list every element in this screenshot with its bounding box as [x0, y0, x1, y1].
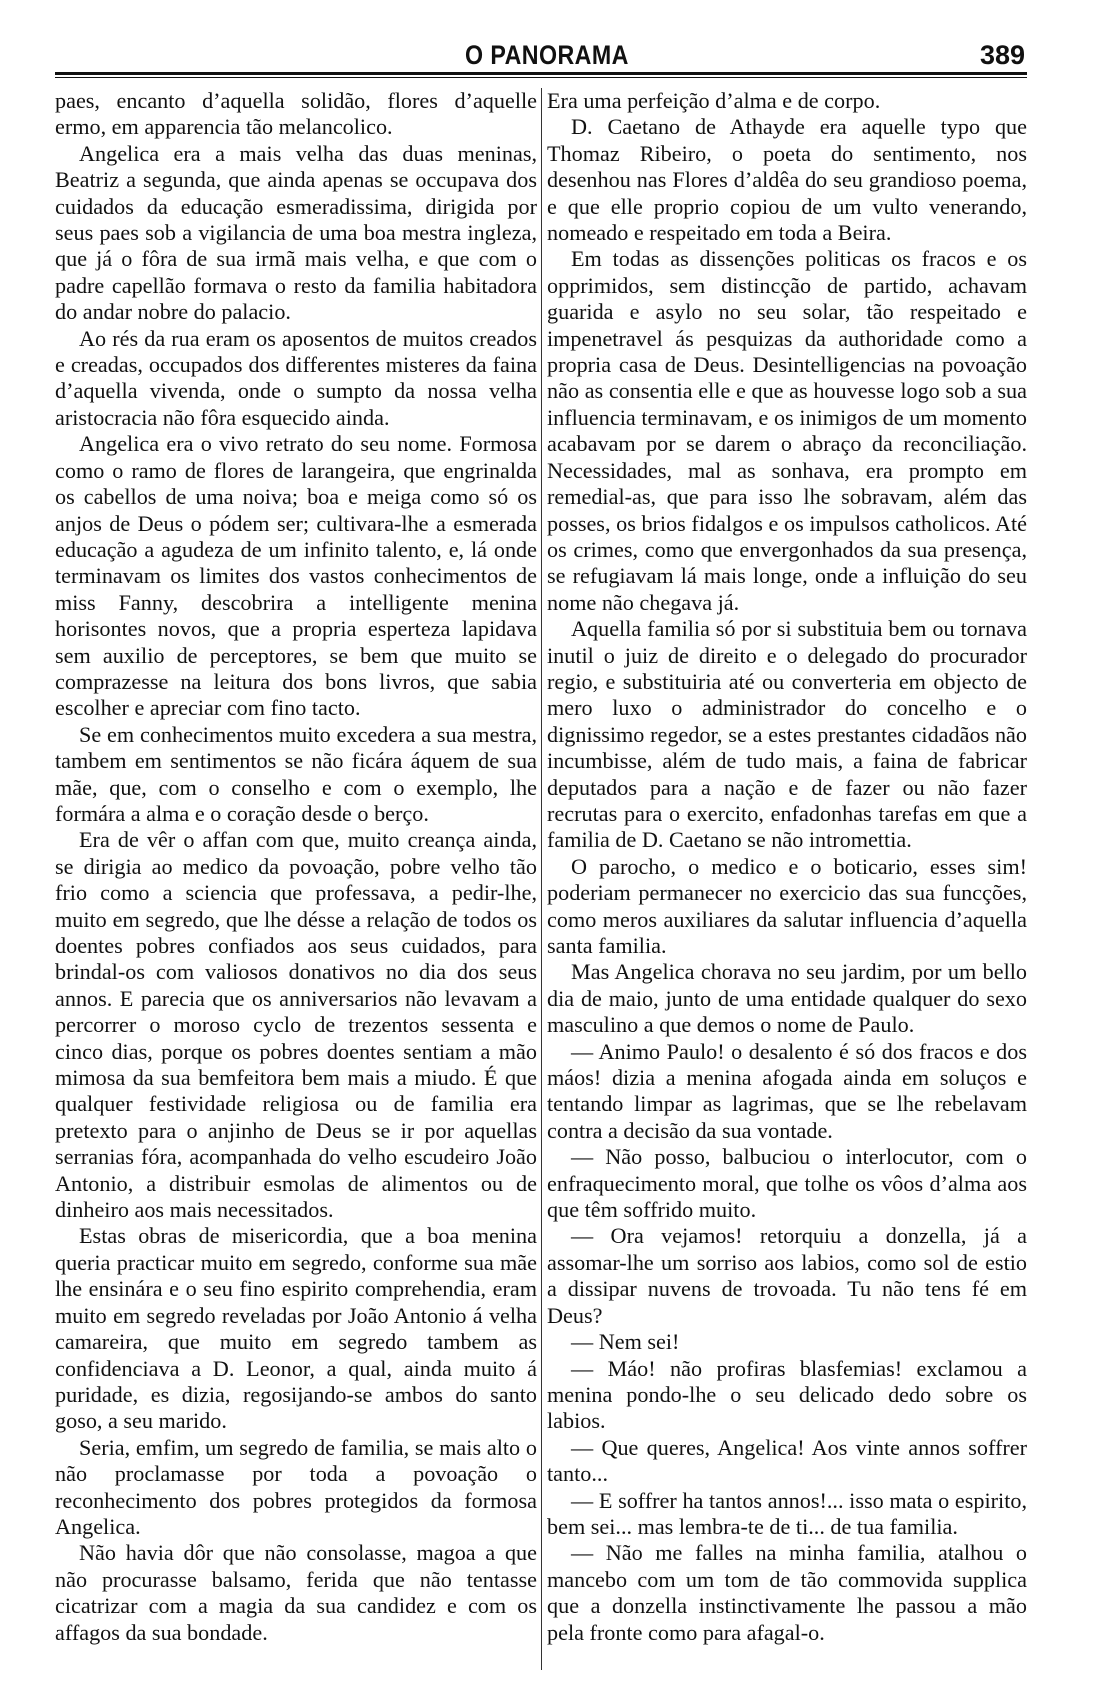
- paragraph: Se em conhecimentos muito excedera a sua mestra, tambem em sentimentos se não ficára áquem de sua mãe, que, com o conselho e com o exemplo, lhe formára a alma e o coração desde o berço.: [55, 721, 537, 826]
- right-column: [547, 88, 1027, 1646]
- paragraph: Estas obras de misericordia, que a boa menina queria practicar muito em segredo, conforme sua mãe lhe ensinára e o seu fino espirito comprehendia, eram muito em segredo reveladas por João Antonio á velha camareira, que muito em segredo tambem as confidenciava a D. Leonor, a qual, ainda muito á puridade, es dizia, regosijando-se ambos do santo goso, a seu marido.: [55, 1223, 537, 1434]
- page-header: [55, 38, 1025, 68]
- paragraph: — Não me falles na minha familia, atalhou o mancebo com um tom de tão commovida supplica que a donzella instinctivamente lhe passou a mão pela fronte como para afagal-o.: [547, 1540, 1027, 1645]
- column-divider: [541, 88, 542, 1670]
- paragraph: — Não posso, balbuciou o interlocutor, com o enfraquecimento moral, que tolhe os vôos d’alma aos que têm soffrido muito.: [547, 1144, 1027, 1223]
- journal-title: O PANORAMA: [465, 40, 629, 70]
- paragraph: — Nem sei!: [571, 1329, 680, 1355]
- paragraph: — Ora vejamos! retorquiu a donzella, já a assomar-lhe um sorriso aos labios, como sol de estio a dissipar nuvens de trovoada. Tu não tens fé em Deus?: [547, 1223, 1027, 1328]
- paragraph: Não havia dôr que não consolasse, magoa a que não procurasse balsamo, ferida que não tentasse cicatrizar com a magia da sua candidez e com os affagos da sua bondade.: [55, 1540, 537, 1645]
- page-number: 389: [979, 40, 1025, 70]
- paragraph: paes, encanto d’aquella solidão, flores d’aquelle ermo, em apparencia tão melancolico.: [55, 88, 537, 140]
- paragraph: — Animo Paulo! o desalento é só dos fracos e dos máos! dizia a menina afogada ainda em soluços e tentando limpar as lagrimas, que se lhe rebelavam contra a decisão da sua vontade.: [547, 1038, 1027, 1143]
- paragraph: Aquella familia só por si substituia bem ou tornava inutil o juiz de direito e o delegado do procurador regio, e substituiria até ou converteria em objecto de mero luxo o administrador do concelho e o dignissimo regedor, se a estes prestantes cidadãos não incumbisse, além de tudo mais, a faina de fabricar deputados para a nação e de fazer ou não fazer recrutas para o exercito, enfadonhas tarefas em que a familia de D. Caetano se não intromettia.: [547, 616, 1027, 853]
- left-column: [55, 88, 537, 1646]
- header-rule-thin: [55, 77, 1027, 78]
- header-rule: [55, 72, 1027, 75]
- paragraph: Mas Angelica chorava no seu jardim, por um bello dia de maio, junto de uma entidade qualquer do sexo masculino a que demos o nome de Paulo.: [547, 959, 1027, 1038]
- paragraph: Seria, emfim, um segredo de familia, se mais alto o não proclamasse por toda a povoação o reconhecimento dos pobres protegidos da formosa Angelica.: [55, 1434, 537, 1539]
- paragraph: Era de vêr o affan com que, muito creança ainda, se dirigia ao medico da povoação, pobre velho tão frio como a sciencia que professava, a pedir-lhe, muito em segredo, que lhe désse a relação de todos os doentes pobres confiados aos seus cuidados, para brindal-os com valiosos donativos no dia dos seus annos. E parecia que os anniversarios não levavam a percorrer o moroso cyclo de trezentos sessenta e cinco dias, porque os pobres doentes sentiam a mão mimosa da sua bemfeitora bem mais a miudo. É que qualquer festividade religiosa ou de familia era pretexto para o anjinho de Deus se ir por aquellas serranias fóra, acompanhada do velho escudeiro João Antonio, a distribuir esmolas de alimentos ou de dinheiro aos mais necessitados.: [55, 827, 537, 1223]
- paragraph: — E soffrer ha tantos annos!... isso mata o espirito, bem sei... mas lembra-te de ti... de tua familia.: [547, 1487, 1027, 1539]
- paragraph: Ao rés da rua eram os aposentos de muitos creados e creadas, occupados dos differentes misteres da faina d’aquella vivenda, onde o sumpto da nossa velha aristocracia não fôra esquecido ainda.: [55, 325, 537, 430]
- paragraph: O parocho, o medico e o boticario, esses sim! poderiam permanecer no exercicio das sua funcções, como meros auxiliares da salutar influencia d’aquella santa familia.: [547, 853, 1027, 958]
- paragraph: — Máo! não profiras blasfemias! exclamou a menina pondo-lhe o seu delicado dedo sobre os labios.: [547, 1355, 1027, 1434]
- paragraph: Era uma perfeição d’alma e de corpo.: [547, 88, 881, 113]
- paragraph: Em todas as dissenções politicas os fracos e os opprimidos, sem distincção de partido, achavam guarida e asylo no seu solar, tão respeitado e impenetravel ás pesquizas da authoridade como a propria casa de Deus. Desintelligencias na povoação não as consentia elle e que as houvesse logo sob a sua influencia terminavam, e os inimigos de um momento acabavam por se darem o abraço da reconciliação. Necessidades, mal as sonhava, era prompto em remedial-as, que para isso lhe sobravam, além das posses, os brios fidalgos e os impulsos catholicos. Até os crimes, como que envergonhados da sua presença, se refugiavam lá mais longe, onde a influição do seu nome não chegava já.: [547, 246, 1027, 615]
- paragraph: Angelica era o vivo retrato do seu nome. Formosa como o ramo de flores de larangeira, que engrinalda os cabellos de uma noiva; boa e meiga como só os anjos de Deus o pódem ser; cultivara-lhe a esmerada educação a agudeza de um infinito talento, e, lá onde terminavam os limites dos vastos conhecimentos de miss Fanny, descobrira a intelligente menina horisontes novos, que a propria esperteza lapidava sem auxilio de perceptores, se bem que muito se comprazesse na leitura dos bons livros, que sabia escolher e apreciar com fino tacto.: [55, 431, 537, 721]
- paragraph: — Que queres, Angelica! Aos vinte annos soffrer tanto...: [547, 1434, 1027, 1487]
- paragraph: D. Caetano de Athayde era aquelle typo que Thomaz Ribeiro, o poeta do sentimento, nos desenhou nas Flores d’aldêa do seu grandioso poema, e que elle proprio copiou de um vulto venerando, nomeado e respeitado em toda a Beira.: [547, 114, 1027, 246]
- paragraph: Angelica era a mais velha das duas meninas, Beatriz a segunda, que ainda apenas se occupava dos cuidados da educação esmeradissima, dirigida por seus paes sob a vigilancia de uma boa mestra ingleza, que já o fôra de sua irmã mais velha, e que com o padre capellão formava o resto da familia habitadora do andar nobre do palacio.: [55, 140, 537, 325]
